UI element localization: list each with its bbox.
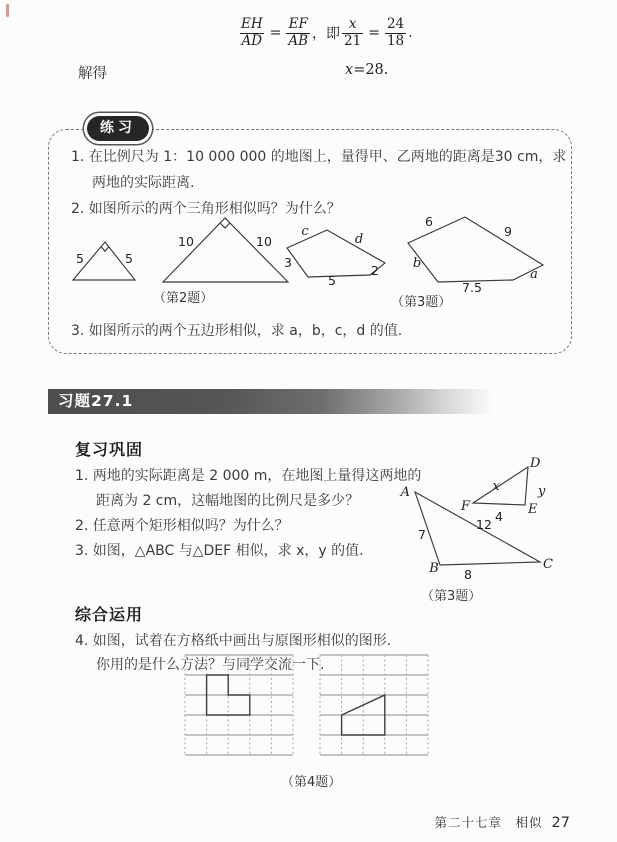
comprehensive-item-4-line1: 4. 如图，试着在方格纸中画出与原图形相似的图形.: [75, 633, 392, 649]
review-item-3: 3. 如图，△ABC 与△DEF 相似，求 x，y 的值.: [75, 543, 364, 559]
grid-figure: [175, 645, 445, 763]
figure-caption-q4: （第4题）: [281, 775, 342, 790]
footer-chapter-title: 第二十七章 相似: [434, 815, 543, 830]
side-label: 3: [284, 255, 292, 270]
equals-sign: =: [368, 25, 380, 42]
exercise-banner-title: 习题27.1: [58, 392, 134, 410]
practice-item-1: 1. 在比例尺为 1：10 000 000 的地图上，量得甲、乙两地的距离是30 cm，求两地的实际距离.: [71, 149, 567, 191]
right-angle-mark: [220, 223, 230, 228]
side-label: 8: [464, 567, 472, 582]
side-label: d: [354, 232, 364, 247]
vertex-label: B: [429, 561, 439, 576]
exercise-banner: [48, 389, 493, 414]
side-label: y: [538, 484, 546, 499]
footer-page-number: 27: [551, 815, 570, 831]
side-label: 12: [476, 517, 492, 532]
fraction-24-18: $\frac{24}{18}$: [386, 16, 405, 49]
vertex-label: A: [400, 485, 410, 500]
page-footer: [350, 812, 570, 831]
right-angle-mark: [101, 247, 109, 252]
comprehensive-heading: 综合运用: [75, 605, 144, 624]
solve-lead-text: 解得: [78, 66, 107, 82]
figure-caption-q3: （第3题）: [391, 295, 452, 310]
practice-item-3: 3. 如图所示的两个五边形相似，求 a，b，c，d 的值.: [71, 323, 403, 339]
review-items: [75, 464, 427, 564]
vertex-label: F: [460, 499, 470, 514]
side-label: 10: [178, 234, 194, 249]
side-label: x: [492, 479, 500, 494]
triangle-def: [473, 467, 528, 505]
side-label: 7.5: [462, 280, 482, 295]
practice-badge: 练习: [87, 116, 149, 141]
solution-result: x =28.: [345, 62, 389, 78]
side-label: 2: [371, 263, 379, 278]
period: .: [408, 25, 413, 42]
fraction-ef-ab: $\frac{EF}{AB}$: [288, 16, 309, 49]
figure-caption-q2: （第2题）: [153, 291, 214, 306]
review-figure: [398, 455, 580, 587]
side-label: a: [530, 267, 538, 282]
red-scan-mark: [6, 4, 9, 17]
side-label: 5: [125, 251, 133, 266]
side-label: 4: [495, 509, 503, 524]
side-label: 7: [418, 527, 426, 542]
side-label: 5: [76, 251, 84, 266]
practice-item-2: 2. 如图所示的两个三角形相似吗？为什么？: [71, 201, 341, 217]
vertex-label: D: [530, 456, 541, 471]
side-label: b: [412, 256, 422, 271]
review-heading: 复习巩固: [75, 440, 144, 459]
grid-right: [320, 655, 428, 755]
equals-sign: =: [269, 25, 282, 42]
equation-line: [237, 17, 413, 49]
side-label: 6: [425, 214, 433, 229]
vertex-label: E: [528, 502, 538, 517]
vertex-label: C: [543, 557, 553, 572]
figure-caption-q3-review: （第3题）: [421, 589, 482, 604]
side-label: c: [301, 224, 309, 239]
review-item-1: 1. 两地的实际距离是 2 000 m，在地图上量得这两地的距离为 2 cm，这幅地图的比例尺是多少？: [75, 468, 422, 509]
side-label: 9: [504, 224, 512, 239]
side-label: 5: [328, 273, 336, 288]
comprehensive-item-4-line2: 你用的是什么方法？与同学交流一下.: [96, 657, 325, 673]
fraction-eh-ad: $\frac{EH}{AD}$: [241, 16, 263, 49]
side-label: 10: [256, 234, 272, 249]
connector-text: ，即: [312, 26, 341, 43]
grid-left: [185, 655, 293, 755]
practice-figures: [48, 205, 570, 315]
fraction-x-21: $\frac{x}{21}$: [344, 16, 362, 49]
review-item-2: 2. 任意两个矩形相似吗？为什么？: [75, 518, 289, 534]
